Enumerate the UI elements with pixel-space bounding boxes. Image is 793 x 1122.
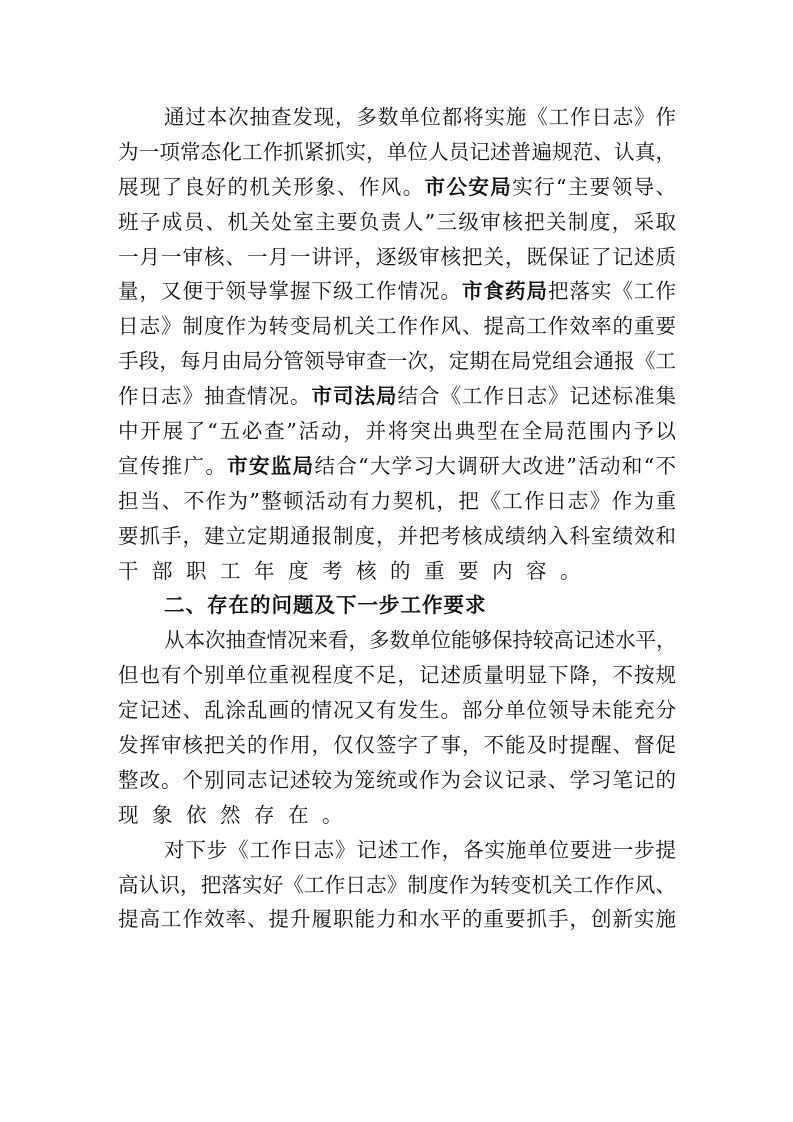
text-run: 实行“主要领导、	[512, 174, 677, 199]
text-line: 现象依然存在。	[118, 802, 356, 827]
text-line: 一月一审核、一月一讲评，逐级审核把关，既保证了记述质	[118, 244, 676, 269]
text-line: 通过本次抽查发现，多数单位都将实施《工作日志》作	[164, 105, 676, 129]
text-line: 干部职工年度考核的重要内容。	[118, 558, 594, 583]
document-page	[118, 100, 676, 937]
text-line: 从本次抽查情况来看，多数单位能够保持较高记述水平，	[164, 628, 677, 653]
text-line: 高认识，把落实好《工作日志》制度作为转变机关工作作风、	[118, 872, 676, 897]
paragraph-existing-problems	[118, 623, 676, 832]
text-line: 定记述、乱涂乱画的情况又有发生。部分单位领导未能充分	[118, 698, 676, 723]
text-line: 为一项常态化工作抓紧抓实，单位人员记述普遍规范、认真，	[118, 139, 676, 164]
section-heading: 二、存在的问题及下一步工作要求	[164, 593, 487, 618]
text-line: 中开展了“五必查”活动，并将突出典型在全局范围内予以	[118, 419, 676, 444]
text-line: 整改。个别同志记述较为笼统或作为会议记录、学习笔记的	[118, 767, 676, 792]
text-line: 要抓手，建立定期通报制度，并把考核成绩纳入科室绩效和	[118, 523, 676, 548]
text-line	[118, 449, 676, 484]
text-run: 作日志》抽查情况。	[118, 384, 312, 409]
text-line: 担当、不作为”整顿活动有力契机，把《工作日志》作为重	[118, 488, 676, 513]
bold-unit-name: 市公安局	[424, 174, 513, 199]
text-run: 结合《工作日志》记述标准集	[397, 384, 676, 409]
text-run: 结合“大学习大调研大改进”活动和“不	[314, 453, 677, 478]
bold-unit-name: 市司法局	[311, 384, 398, 409]
bold-unit-name: 市安监局	[227, 453, 315, 478]
paragraph-next-steps	[118, 833, 676, 938]
text-run: 展现了良好的机关形象、作风。	[118, 174, 425, 199]
text-line: 对下步《工作日志》记述工作，各实施单位要进一步提	[164, 837, 676, 862]
text-line: 班子成员、机关处室主要负责人”三级审核把关制度，采取	[118, 209, 676, 234]
text-line: 发挥审核把关的作用，仅仅签字了事，不能及时提醒、督促	[118, 733, 676, 758]
text-line: 日志》制度作为转变局机关工作作风、提高工作效率的重要	[118, 314, 676, 339]
text-run: 量，又便于领导掌握下级工作情况。	[118, 279, 462, 304]
bold-unit-name: 市食药局	[462, 279, 548, 304]
text-line: 手段，每月由局分管领导审查一次，定期在局党组会通报《工	[118, 349, 676, 374]
paragraph-inspection-findings	[118, 100, 676, 588]
text-line	[118, 170, 676, 205]
text-line: 提高工作效率、提升履职能力和水平的重要抓手，创新实施	[118, 907, 676, 932]
text-line	[118, 274, 676, 309]
text-line: 但也有个别单位重视程度不足，记述质量明显下降，不按规	[118, 663, 676, 688]
text-line	[118, 379, 676, 414]
text-run: 把落实《工作	[548, 279, 676, 304]
text-run: 宣传推广。	[118, 453, 228, 478]
